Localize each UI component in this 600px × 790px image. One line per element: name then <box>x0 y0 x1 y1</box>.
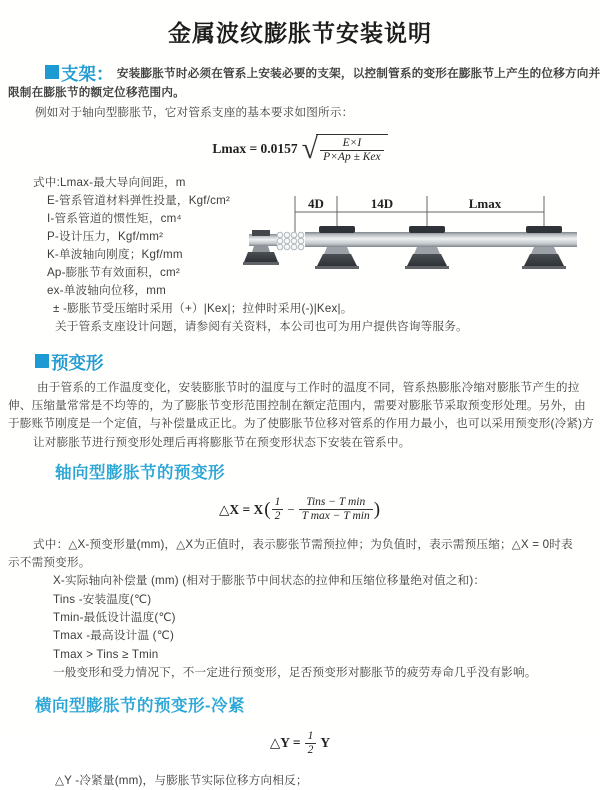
axial-formula-lhs: △X = X <box>218 501 264 517</box>
definition-line: 式中:Lmax-最大导向间距，m <box>33 176 186 189</box>
definition-line: ex-单波轴向位移，mm <box>47 284 166 297</box>
axial-line7: Tmax > Tins ≥ Tmin <box>53 647 159 661</box>
section-square-icon <box>45 65 59 79</box>
axial-line3: X-实际轴向补偿量 (mm) (相对于膨胀节中间状态的拉伸和压缩位移量绝对值之和)： <box>53 574 486 588</box>
axial-subsection-title: 轴向型膨胀节的预变形 <box>55 463 225 482</box>
axial-line8: 一般变形和受力情况下，不一定进行预变形，足否预变形对膨胀节的疲劳寿命几乎没有影响。 <box>53 665 537 679</box>
lateral-subsection-title: 横向型膨胀节的预变形-冷紧 <box>35 697 245 716</box>
definition-line: ± -膨胀节受压缩时采用（+）|Kex|；拉伸时采用(-)|Kex|。 <box>53 302 353 315</box>
close-paren: ) <box>373 498 381 520</box>
preset-para-line1: 由于管系的工作温度变化，安装膨胀节时的温度与工作时的温度不同，管系热膨胀冷缩对膨胀节产生的拉 <box>37 381 580 394</box>
support-section-title: 支架： <box>61 64 114 84</box>
diagram-label-lmax: Lmax <box>468 196 502 211</box>
definition-line: I-管系管道的惯性矩，cm⁴ <box>47 212 182 225</box>
lmax-formula <box>0 130 600 168</box>
axial-line5: Tmin-最低设计温度(℃) <box>53 611 176 624</box>
definition-line: K-单波轴向刚度；Kgf/mm <box>47 248 183 261</box>
support-intro-line1: 安装膨胀节时必须在管系上安装必要的支架，以控制管系的变形在膨胀节上产生的位移方向并 <box>116 67 600 80</box>
axial-line2: 示不需预变形。 <box>8 556 91 570</box>
temp-fraction-denominator: T max − T min <box>301 510 370 523</box>
lateral-formula-rhs: Y <box>320 735 331 751</box>
lmax-formula-numerator: E×I <box>320 137 384 151</box>
lateral-formula <box>0 728 600 758</box>
pipe-support-diagram <box>243 190 587 278</box>
preset-section-title: 预变形 <box>51 353 104 373</box>
diagram-label-14d: 14D <box>370 196 394 211</box>
preset-section-heading-row <box>35 350 600 375</box>
minus-sign: − <box>287 501 295 517</box>
half-numerator: 1 <box>272 496 284 510</box>
lateral-half-numerator: 1 <box>305 730 317 744</box>
support-intro-line3: 例如对于轴向型膨胀节，它对管系支座的基本要求如图所示： <box>35 106 354 119</box>
definition-line: E-管系管道材料弹性投量，Kgf/cm² <box>47 194 231 207</box>
lateral-line1: △Y -冷紧量(mm)，与膨胀节实际位移方向相反； <box>55 774 308 788</box>
axial-formula <box>0 492 600 528</box>
support-intro-line2: 限制在膨胀节的额定位移范围内。 <box>8 86 185 99</box>
lmax-formula-lhs: Lmax = 0.0157 <box>212 141 298 156</box>
axial-line4: Tins -安装温度(℃) <box>53 592 152 606</box>
definition-line: 关于管系支座设计问题，请参阅有关资料，本公司也可为用户提供咨询等服务。 <box>55 320 468 333</box>
preset-para-line4: 让对膨胀节进行预变形处理后再将膨胀节在预变形状态下安装在管系中。 <box>33 435 411 449</box>
open-paren: ( <box>264 498 271 520</box>
preset-para-line3: 于膨账节刚度是一个定值，与补偿量成正比。为了使膨胀节位移对管系的作用力最小，也可以采用预变形(冷紧)方 <box>8 417 595 431</box>
radical-sign: √ <box>301 132 319 165</box>
pipe <box>305 232 577 247</box>
pipe-support-diagram-svg <box>243 190 587 278</box>
preset-para-line2: 伸、压缩量常常是不均等的，为了膨胀节变形范围控制在额定范围内，需要对膨胀节采取预变形处理。另外，由 <box>8 399 586 413</box>
definition-line: Ap-膨胀节有效面积，cm² <box>47 266 180 279</box>
half-denominator: 2 <box>274 510 281 523</box>
diagram-label-4d: 4D <box>308 196 324 211</box>
lmax-formula-denominator: P×Ap ± Kex <box>323 151 381 163</box>
page-title: 金属波纹膨胀节安装说明 <box>168 20 432 46</box>
preset-paragraph <box>8 379 600 452</box>
lateral-formula-lhs: △Y = <box>269 735 301 751</box>
definition-line: P-设计压力，Kgf/mm² <box>47 230 164 243</box>
axial-line1: 式中：△X-预变形量(mm)，△X为正值时，表示膨张节需预拉伸；为负值时，表示需预压缩；△X = 0时表 <box>33 537 573 551</box>
temp-fraction-numerator: Tins − T min <box>299 496 373 510</box>
axial-line6: Tmax -最高设计温 (℃) <box>53 629 174 643</box>
pipe-support <box>405 226 449 269</box>
pipe-support <box>315 226 359 269</box>
bellows-icon <box>277 232 304 250</box>
lateral-half-denominator: 2 <box>307 743 314 756</box>
support-section-heading-row <box>45 64 600 84</box>
axial-definitions <box>8 536 600 682</box>
section-square-icon <box>35 354 49 368</box>
pipe-support <box>522 226 566 269</box>
